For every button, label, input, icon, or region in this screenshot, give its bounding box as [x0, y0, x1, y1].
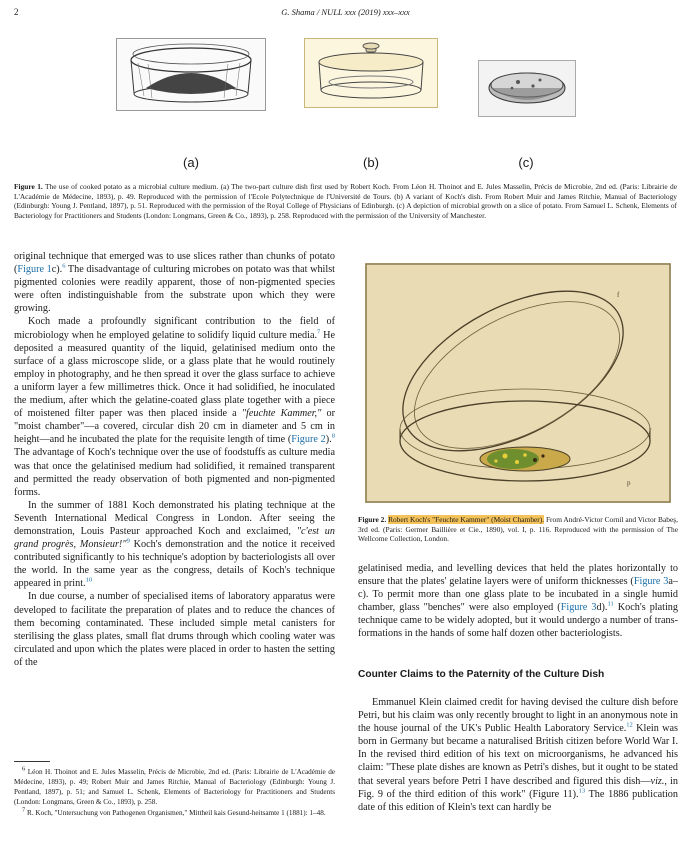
- footnote: $^6$ Léon H. Thoinot and E. Jules Masselin, Précis de Microbie, 2nd ed. (Paris: Librairie de L'Académie de Médecine, 1893), p. 49; Robert Muir and James Ritchie, Manual of Bacteriology (Edinburgh: Young J. Pentland, 1897), p. 51; and Samuel L. Schenk, Elements of Bacteriology for Practitioners and Students (London: Longmans, Green & Co., 1893), p. 258.: [14, 765, 336, 806]
- figure-link[interactable]: Figure 2: [291, 434, 326, 446]
- paragraph: original technique that emerged was to use slices rather than chunks of potato (Figure 1c).$^6$ The disadvantage of culturing microbes on potato was that whilst pigmented colonies were readily apparent, those of non-pigmented species were often indistinguishable from the substrate upon which they were growing.: [14, 251, 335, 315]
- figure-1c-image: [478, 60, 576, 117]
- right-column-top: [358, 562, 678, 641]
- figure-1-caption-label: Figure 1.: [14, 182, 43, 191]
- section-heading: Counter Claims to the Paternity of the Culture Dish: [358, 669, 605, 680]
- figure-2-caption: [358, 515, 678, 544]
- paragraph: Emmanuel Klein claimed credit for having devised the culture dish before Petri, but his claim was only recently brought to light in an anonymous note in the house journal of the UK's Public Health Laboratory Service.$^{12}$ Klein was born in Germany but became a naturalised British citizen before World War I. In the revised third edition of his text on microorganisms, he advanced his claim: "These plate dishes are known as Petri's dishes, but it ought to be stated that several years before Petri I have described and figured this dish—viz., in Fig. 9 of the third edition of this work" (Figure 11).$^{13}$ The 1886 publication date of this edition of Klein's text can hardly be: [358, 697, 679, 813]
- figure-2-caption-label: Figure 2.: [358, 515, 387, 524]
- figure-1-caption: [14, 182, 677, 220]
- figure-1-caption-text: The use of cooked potato as a microbial culture medium. (a) The two-part culture dish first used by Robert Koch. From Léon H. Thoinot and E. Jules Masselin, Précis de Microbie, 2nd ed. (Paris: Librairie de L'Académie de Médecine, 1893), p. 49. Reproduced with the permission of l'Ecole Polytechnique de l'Université de Tours. (b) A variant of Koch's dish. From Robert Muir and James Ritchie, Manual of Bacteriology (Edinburgh: Young J. Pentland, 1897), p. 51. Reproduced with the permission of the Royal College of Physicians of Edinburgh. (c) A depiction of microbial growth on a slice of potato. From Samuel L. Schenk, Elements of Bacteriology for Practitioners and Students (London: Longmans, Green & Co., 1893), p. 258. Reproduced with the permission of the University of Manchester.: [14, 182, 677, 220]
- footnote-ref[interactable]: 8: [331, 432, 335, 440]
- figure-link[interactable]: Figure 1: [17, 264, 52, 276]
- figure-1c-label: (c): [518, 155, 534, 170]
- figure-1b-image: [304, 38, 438, 108]
- footnote-ref[interactable]: 11: [607, 600, 614, 608]
- svg-text:f: f: [617, 291, 620, 299]
- footnotes: [14, 767, 335, 819]
- svg-text:p: p: [627, 479, 631, 487]
- paragraph: In the summer of 1881 Koch demonstrated his plating technique at the Seventh International Medical Congress in London. After seeing the demonstration, Louis Pasteur approached Koch and exclaimed, "c'est un grand progrès, Monsieur!"$^9$ Koch's demonstration and the notice it received contributed significantly to his technique's adoption by bacteriologists all over the world. In the same year as the congress, details of Koch's technique appeared in print.$^{10}$: [14, 499, 335, 590]
- footnote-ref[interactable]: 9: [126, 537, 130, 545]
- footnote-ref[interactable]: 10: [85, 576, 93, 584]
- figure-2-caption-highlight: Robert Koch's "Feuchte Kammer" (Moist Chamber).: [388, 515, 545, 524]
- left-column: [14, 250, 335, 669]
- figure-1b-label: (b): [363, 155, 379, 170]
- paragraph: In due course, a number of specialised items of laboratory apparatus were developed to facilitate the preparation of plates and to reduce the chances of them becoming contaminated. These included simple metal canisters for sterilising the glass plates, small flat drums through which cooling water was circulated and upon which the plates were placed in order to hasten the setting of the: [14, 591, 335, 668]
- right-column-bottom: [358, 696, 678, 814]
- figure-1: [0, 38, 691, 178]
- footnote-ref[interactable]: 13: [578, 787, 586, 795]
- footnote-ref[interactable]: 7: [317, 328, 321, 336]
- running-head: G. Shama / NULL xxx (2019) xxx–xxx: [281, 7, 410, 17]
- figure-1a-image: [116, 38, 266, 111]
- page-number: 2: [14, 7, 19, 17]
- figure-2-image: [365, 263, 671, 503]
- figure-link[interactable]: Figure 3: [560, 602, 597, 614]
- footnote: $^7$ R. Koch, "Untersuchung von Pathogenen Organismen," Mittheil kais Gesund-heitsamte 1 (1881): 1–48.: [22, 806, 326, 817]
- figure-2-caption-text: From André-Victor Cornil and Victor Babeş, 3rd ed. (Paris: Germer Baillière et Cie., 1890), vol. I, p. 116. Reproduced with the permission of The Wellcome Collection, London.: [358, 515, 678, 544]
- figure-link[interactable]: Figure 3: [633, 576, 669, 588]
- paragraph: gelatinised media, and levelling devices that held the plates horizontally to ensure that the plates' gelatine layers were of uniform thicknesses (Figure 3a–c). To permit more than one glass plate to be incubated in a single humid chamber, glass "benches" were also employed (Figure 3d).$^{11}$ Koch's plating technique came to be widely adopted, but it would undergo a number of trans-formations in the hands of some half dozen other bacteriologists.: [358, 563, 678, 640]
- figure-1a-label: (a): [183, 155, 199, 170]
- paragraph: Koch made a profoundly significant contribution to the field of microbiology when he employed gelatine to solidify liquid culture media.$^7$ He deposited a measured quantity of the liquid, gelatinised medium onto the surface of a glass microscope slide, or a glass plate that he would routinely employ in photography, and he then spread it over the glass surface to achieve a uniform layer a few millimetres thick. Once it had solidified, he inoculated the medium, after which the gelatine-coated glass plate together with a piece of moistened filter paper was then placed inside a "feuchte Kammer," or "moist chamber"—a covered, circular dish 20 cm in diameter and 5 cm in height—and he incubated the plate for the requisite length of time (Figure 2).$^8$ The advantage of Koch's technique over the use of foodstuffs as culture media was that once the gelatinised medium had solidified, it remained transparent and permitted the ready observation of both pigmented and non-pigmented forms.: [14, 316, 335, 498]
- svg-text:r: r: [649, 426, 652, 434]
- footnote-rule: [14, 761, 50, 762]
- footnote-ref[interactable]: 12: [626, 721, 633, 729]
- footnote-ref[interactable]: 6: [62, 262, 66, 270]
